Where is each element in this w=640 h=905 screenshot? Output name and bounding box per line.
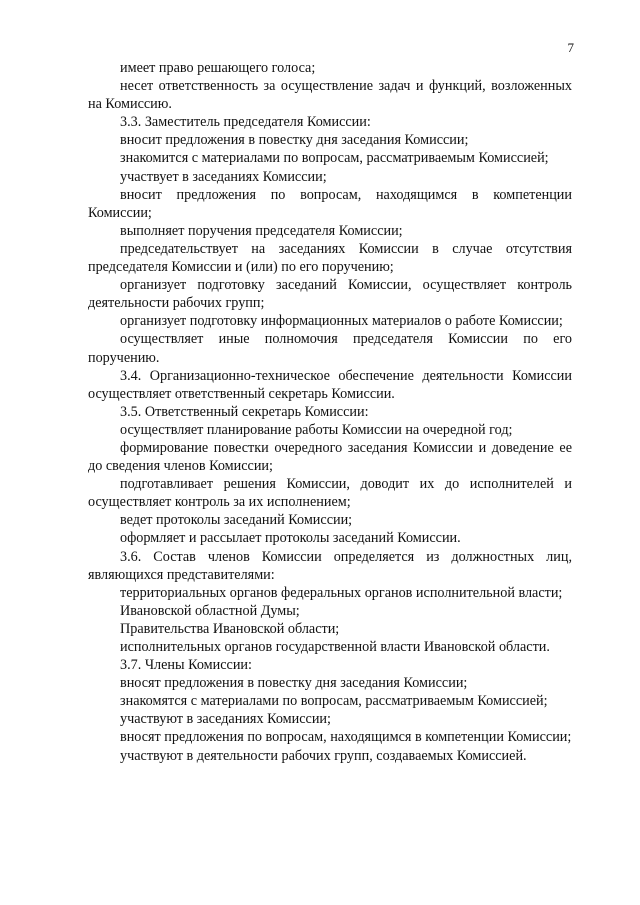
list-item: знакомятся с материалами по вопросам, рассматриваемым Комиссией;	[120, 693, 548, 710]
section-heading: 3.6. Состав членов Комиссии определяется из должностных лиц, являющихся представителями:	[88, 548, 572, 583]
list-item: территориальных органов федеральных органов исполнительной власти;	[120, 584, 563, 601]
list-item: выполняет поручения председателя Комиссии;	[120, 222, 403, 239]
list-item: вносят предложения в повестку дня заседания Комиссии;	[120, 675, 468, 692]
list-item: формирование повестки очередного заседания Комиссии и доведение ее до сведения членов Комиссии;	[88, 439, 572, 475]
list-item: вносит предложения в повестку дня заседания Комиссии;	[120, 132, 469, 149]
list-item: Ивановской областной Думы;	[120, 602, 300, 619]
list-item: участвует в заседаниях Комиссии;	[120, 168, 327, 185]
document-body	[88, 59, 572, 765]
list-item: участвуют в деятельности рабочих групп, создаваемых Комиссией.	[120, 747, 527, 764]
list-item: осуществляет планирование работы Комиссии на очередной год;	[120, 421, 513, 438]
list-item: участвуют в заседаниях Комиссии;	[120, 711, 331, 728]
list-item: знакомится с материалами по вопросам, рассматриваемым Комиссией;	[120, 150, 549, 167]
list-item: вносит предложения по вопросам, находящимся в компетенции Комиссии;	[88, 186, 572, 221]
page-number: 7	[567, 40, 574, 55]
list-item: вносят предложения по вопросам, находящимся в компетенции Комиссии;	[120, 729, 572, 746]
list-item: ведет протоколы заседаний Комиссии;	[120, 512, 353, 529]
paragraph: несет ответственность за осуществление задач и функций, возложенных на Комиссию.	[88, 78, 572, 113]
section-heading: 3.7. Члены Комиссии:	[120, 657, 252, 674]
paragraph: имеет право решающего голоса;	[120, 60, 316, 76]
section-paragraph: 3.4. Организационно-техническое обеспечение деятельности Комиссии осуществляет ответственный секретарь Комиссии.	[88, 367, 572, 402]
list-item: осуществляет иные полномочия председателя Комиссии по его поручению.	[88, 331, 572, 366]
section-heading: 3.3. Заместитель председателя Комиссии:	[120, 114, 371, 131]
list-item: оформляет и рассылает протоколы заседаний Комиссии.	[120, 530, 461, 547]
list-item: председательствует на заседаниях Комиссии в случае отсутствия председателя Комиссии и (или) по его поручению;	[88, 240, 572, 276]
list-item: Правительства Ивановской области;	[120, 620, 340, 637]
list-item: организует подготовку заседаний Комиссии, осуществляет контроль деятельности рабочих групп;	[88, 277, 572, 312]
list-item: организует подготовку информационных материалов о работе Комиссии;	[120, 313, 563, 330]
section-heading: 3.5. Ответственный секретарь Комиссии:	[120, 403, 369, 420]
list-item: подготавливает решения Комиссии, доводит их до исполнителей и осуществляет контроль за их исполнением;	[88, 476, 572, 511]
list-item: исполнительных органов государственной власти Ивановской области.	[120, 639, 550, 655]
